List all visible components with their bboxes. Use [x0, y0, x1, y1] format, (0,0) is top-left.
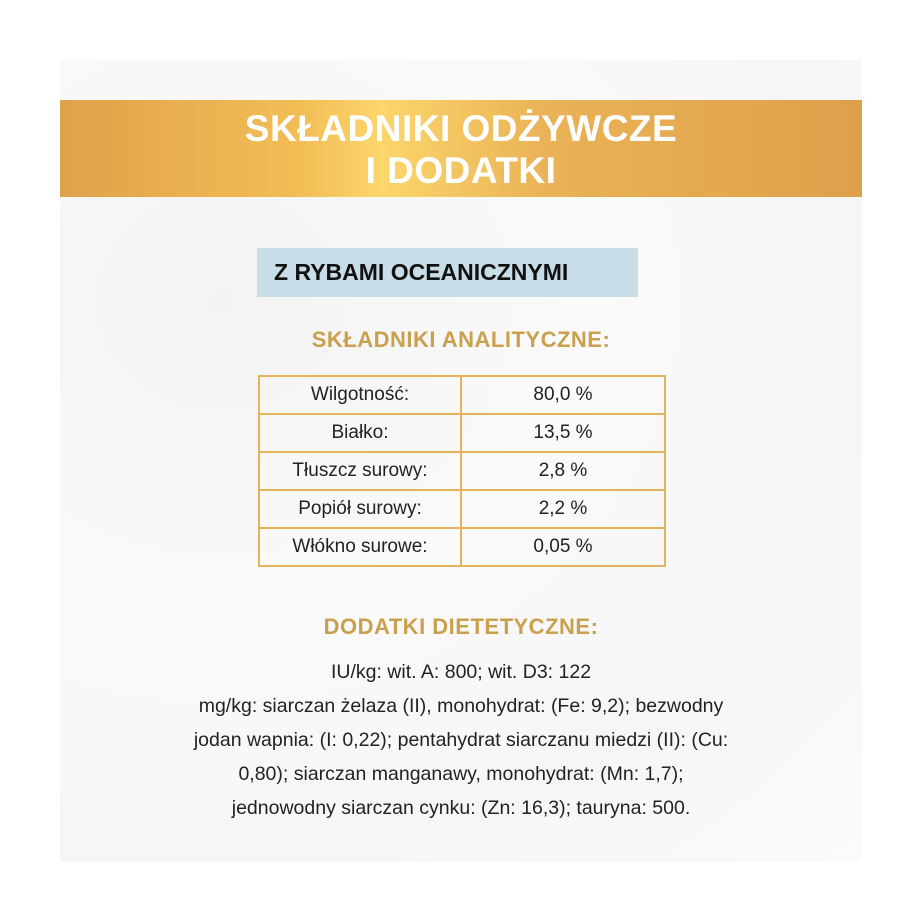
row-label: Włókno surowe:: [259, 528, 461, 566]
additives-text: [100, 655, 822, 825]
row-label: Popiół surowy:: [259, 490, 461, 528]
row-label: Tłuszcz surowy:: [259, 452, 461, 490]
additives-line: jednowodny siarczan cynku: (Zn: 16,3); tauryna: 500.: [231, 797, 691, 819]
row-value: 0,05 %: [461, 528, 665, 566]
table-row: [259, 452, 665, 490]
row-value: 80,0 %: [461, 376, 665, 414]
additives-heading: DODATKI DIETETYCZNE:: [323, 614, 599, 639]
title-banner: [60, 100, 862, 197]
title-line-2: I DODATKI: [365, 150, 557, 191]
table-row: [259, 376, 665, 414]
row-value: 2,8 %: [461, 452, 665, 490]
additives-line: 0,80); siarczan manganawy, monohydrat: (Mn: 1,7);: [238, 763, 684, 785]
table-row: [259, 414, 665, 452]
variant-label: Z RYBAMI OCEANICZNYMI: [257, 248, 638, 297]
row-value: 2,2 %: [461, 490, 665, 528]
additives-line: IU/kg: wit. A: 800; wit. D3: 122: [330, 661, 592, 683]
additives-line: mg/kg: siarczan żelaza (II), monohydrat: (Fe: 9,2); bezwodny: [198, 695, 724, 717]
title-line-1: SKŁADNIKI ODŻYWCZE: [244, 108, 678, 149]
row-value: 13,5 %: [461, 414, 665, 452]
table-row: [259, 490, 665, 528]
additives-line: jodan wapnia: (I: 0,22); pentahydrat siarczanu miedzi (II): (Cu:: [193, 729, 729, 751]
analytical-table: [258, 375, 666, 567]
analytical-heading: SKŁADNIKI ANALITYCZNE:: [311, 327, 611, 352]
row-label: Wilgotność:: [259, 376, 461, 414]
table-row: [259, 528, 665, 566]
row-label: Białko:: [259, 414, 461, 452]
